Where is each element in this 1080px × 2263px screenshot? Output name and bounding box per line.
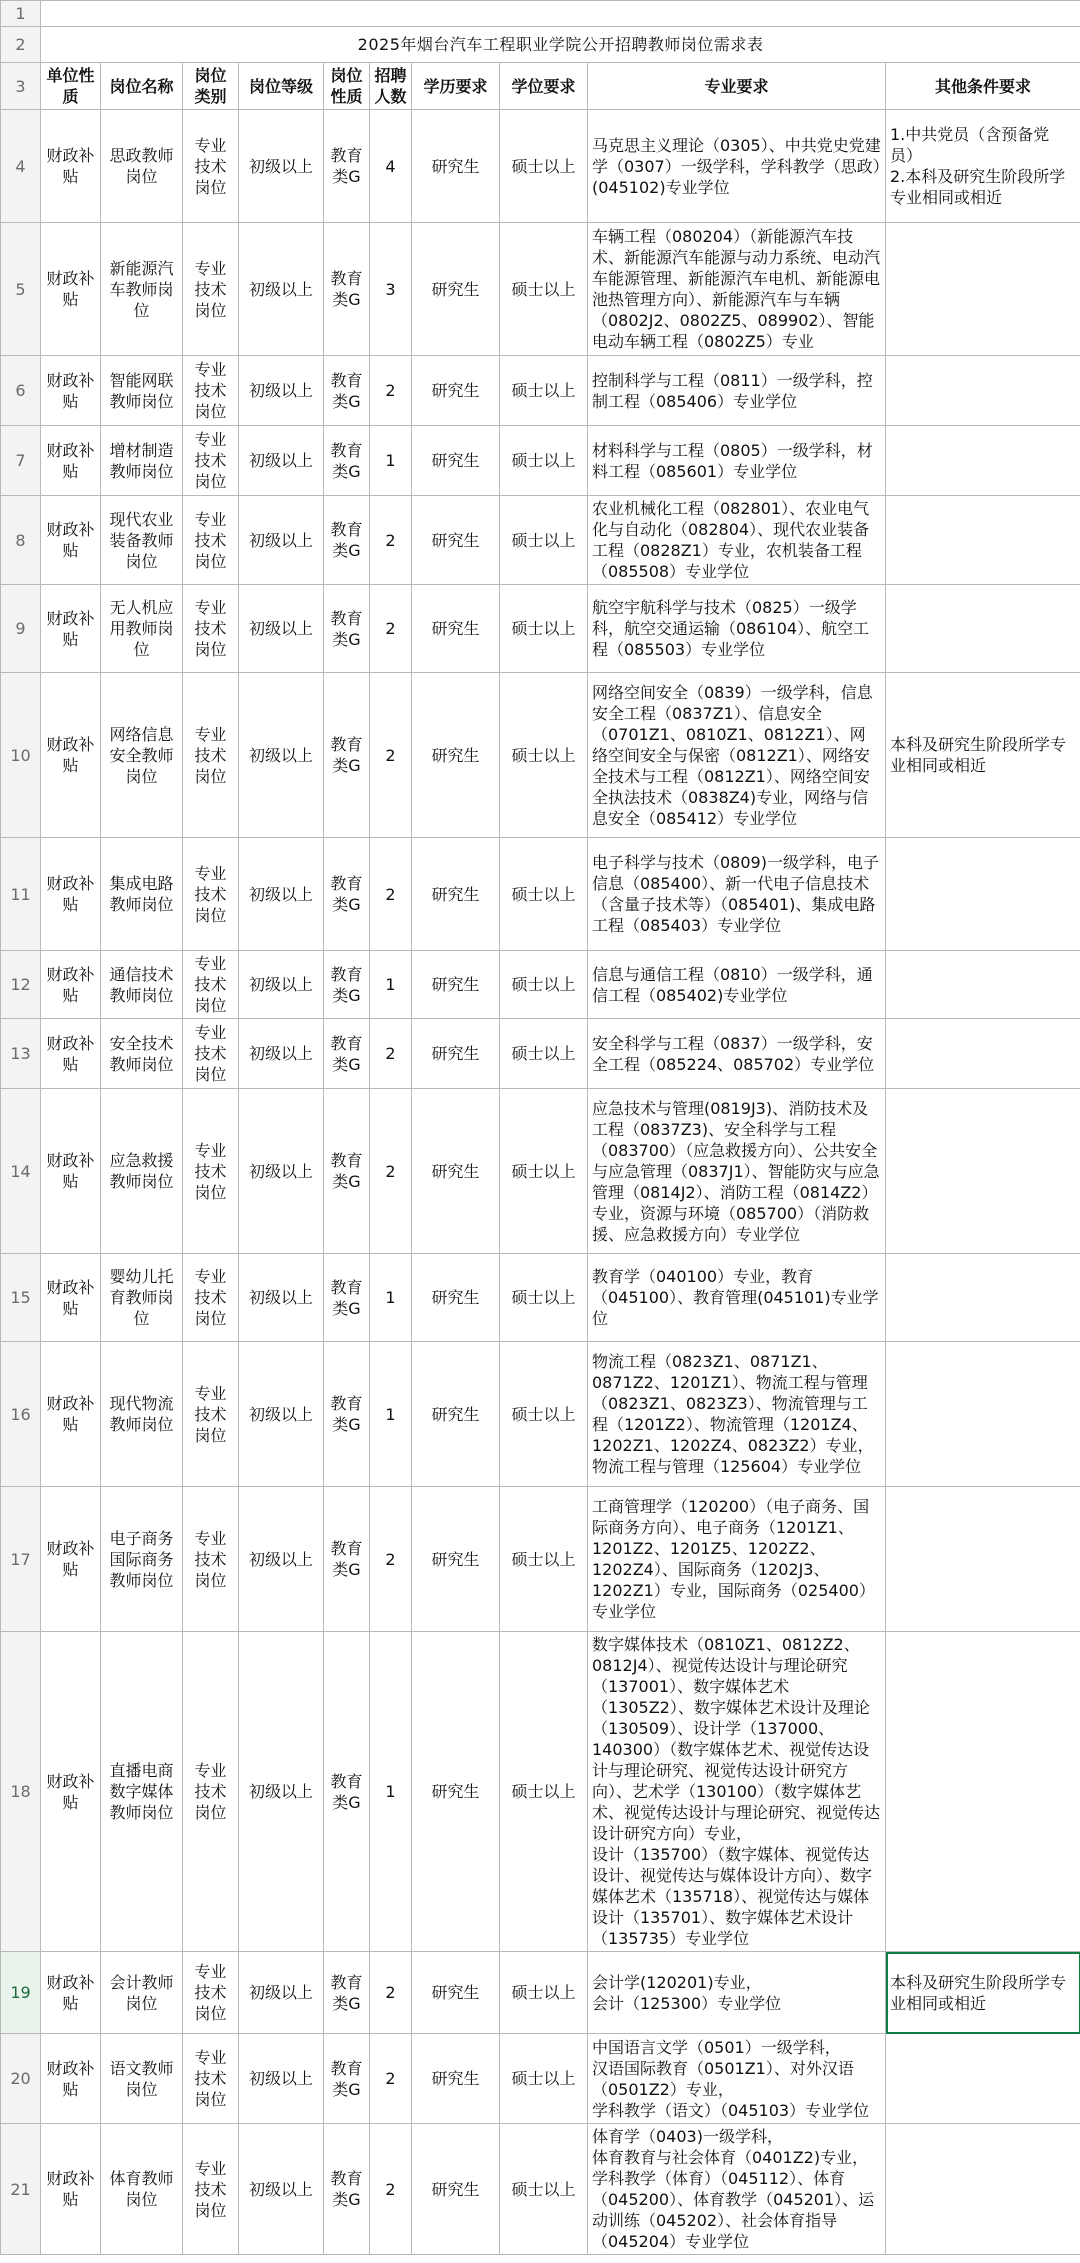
education-cell[interactable]: 研究生 bbox=[412, 223, 500, 356]
post-name-cell[interactable]: 通信技术教师岗位 bbox=[101, 951, 183, 1019]
row-number[interactable]: 20 bbox=[1, 2034, 41, 2124]
post-name-cell[interactable]: 语文教师岗位 bbox=[101, 2034, 183, 2124]
education-cell[interactable]: 研究生 bbox=[412, 1089, 500, 1254]
count-cell[interactable]: 1 bbox=[370, 426, 412, 496]
major-cell[interactable]: 材料科学与工程（0805）一级学科，材料工程（085601）专业学位 bbox=[588, 426, 886, 496]
count-cell[interactable]: 2 bbox=[370, 496, 412, 585]
nature-cell[interactable]: 教育类G bbox=[324, 223, 370, 356]
nature-cell[interactable]: 教育类G bbox=[324, 1487, 370, 1632]
other-cell[interactable] bbox=[886, 585, 1080, 673]
row-number[interactable]: 4 bbox=[1, 110, 41, 223]
row-number[interactable]: 17 bbox=[1, 1487, 41, 1632]
row-number[interactable]: 2 bbox=[1, 27, 41, 63]
nature-cell[interactable]: 教育类G bbox=[324, 1342, 370, 1487]
header-other[interactable]: 其他条件要求 bbox=[886, 63, 1080, 110]
other-cell[interactable]: 1.中共党员（含预备党员） 2.本科及研究生阶段所学专业相同或相近 bbox=[886, 110, 1080, 223]
header-unit[interactable]: 单位性质 bbox=[41, 63, 101, 110]
table-row bbox=[1, 673, 1080, 838]
post-name-cell[interactable]: 会计教师岗位 bbox=[101, 1952, 183, 2034]
education-cell[interactable]: 研究生 bbox=[412, 110, 500, 223]
nature-cell[interactable]: 教育类G bbox=[324, 496, 370, 585]
header-count[interactable]: 招聘人数 bbox=[370, 63, 412, 110]
header-post[interactable]: 岗位名称 bbox=[101, 63, 183, 110]
degree-cell[interactable]: 硕士以上 bbox=[500, 496, 588, 585]
post-name-cell[interactable]: 网络信息安全教师岗位 bbox=[101, 673, 183, 838]
major-cell[interactable]: 数字媒体技术（0810Z1、0812Z2、0812J4）、视觉传达设计与理论研究（137001）、数字媒体艺术（1305Z2）、数字媒体艺术设计及理论（130509）、设计学（137000、140300）（数字媒体艺术、视觉传达设计与理论研究、视觉传达设计研究方向）、艺术学（130100）（数字媒体艺术、视觉传达设计与理论研究、视觉传达设计研究方向）专业， 设计（135700）（数字媒体、视觉传达设计、视觉传达与媒体设计方向）、数字媒体艺术（135718）、视觉传达与媒体设计（135701）、数字媒体艺术设计（135735）专业学位 bbox=[588, 1632, 886, 1952]
level-cell[interactable]: 初级以上 bbox=[239, 1487, 324, 1632]
other-cell[interactable]: 本科及研究生阶段所学专业相同或相近 bbox=[886, 1952, 1080, 2034]
table-row bbox=[1, 1019, 1080, 1089]
count-cell[interactable]: 2 bbox=[370, 2034, 412, 2124]
row-number[interactable]: 7 bbox=[1, 426, 41, 496]
unit-cell[interactable]: 财政补贴 bbox=[41, 1254, 101, 1342]
row-number[interactable]: 8 bbox=[1, 496, 41, 585]
row-number[interactable]: 1 bbox=[1, 1, 41, 27]
nature-cell[interactable]: 教育类G bbox=[324, 585, 370, 673]
row-number[interactable]: 16 bbox=[1, 1342, 41, 1487]
table-row bbox=[1, 1952, 1080, 2034]
unit-cell[interactable]: 财政补贴 bbox=[41, 426, 101, 496]
category-cell[interactable]: 专业技术岗位 bbox=[183, 1487, 239, 1632]
unit-cell[interactable]: 财政补贴 bbox=[41, 585, 101, 673]
other-cell[interactable] bbox=[886, 1342, 1080, 1487]
table-row bbox=[1, 1254, 1080, 1342]
major-cell[interactable]: 控制科学与工程（0811）一级学科，控制工程（085406）专业学位 bbox=[588, 356, 886, 426]
unit-cell[interactable]: 财政补贴 bbox=[41, 1089, 101, 1254]
row-number[interactable]: 14 bbox=[1, 1089, 41, 1254]
other-cell[interactable] bbox=[886, 223, 1080, 356]
level-cell[interactable]: 初级以上 bbox=[239, 1254, 324, 1342]
unit-cell[interactable]: 财政补贴 bbox=[41, 951, 101, 1019]
row-number[interactable]: 19 bbox=[1, 1952, 41, 2034]
education-cell[interactable]: 研究生 bbox=[412, 2034, 500, 2124]
education-cell[interactable]: 研究生 bbox=[412, 1952, 500, 2034]
level-cell[interactable]: 初级以上 bbox=[239, 1632, 324, 1952]
level-cell[interactable]: 初级以上 bbox=[239, 1019, 324, 1089]
unit-cell[interactable]: 财政补贴 bbox=[41, 110, 101, 223]
degree-cell[interactable]: 硕士以上 bbox=[500, 673, 588, 838]
count-cell[interactable]: 1 bbox=[370, 1254, 412, 1342]
other-cell[interactable] bbox=[886, 1019, 1080, 1089]
post-name-cell[interactable]: 无人机应用教师岗位 bbox=[101, 585, 183, 673]
other-cell[interactable] bbox=[886, 356, 1080, 426]
category-cell[interactable]: 专业技术岗位 bbox=[183, 2034, 239, 2124]
post-name-cell[interactable]: 现代物流教师岗位 bbox=[101, 1342, 183, 1487]
unit-cell[interactable]: 财政补贴 bbox=[41, 223, 101, 356]
category-cell[interactable]: 专业技术岗位 bbox=[183, 1254, 239, 1342]
table-row bbox=[1, 585, 1080, 673]
table-row bbox=[1, 838, 1080, 951]
count-cell[interactable]: 2 bbox=[370, 673, 412, 838]
row-number[interactable]: 10 bbox=[1, 673, 41, 838]
header-nature[interactable]: 岗位性质 bbox=[324, 63, 370, 110]
post-name-cell[interactable]: 体育教师岗位 bbox=[101, 2124, 183, 2255]
degree-cell[interactable]: 硕士以上 bbox=[500, 1632, 588, 1952]
degree-cell[interactable]: 硕士以上 bbox=[500, 110, 588, 223]
education-cell[interactable]: 研究生 bbox=[412, 951, 500, 1019]
other-cell[interactable] bbox=[886, 2034, 1080, 2124]
category-cell[interactable]: 专业技术岗位 bbox=[183, 1632, 239, 1952]
header-row bbox=[1, 63, 1080, 110]
category-cell[interactable]: 专业技术岗位 bbox=[183, 1089, 239, 1254]
nature-cell[interactable]: 教育类G bbox=[324, 838, 370, 951]
education-cell[interactable]: 研究生 bbox=[412, 1632, 500, 1952]
degree-cell[interactable]: 硕士以上 bbox=[500, 1089, 588, 1254]
nature-cell[interactable]: 教育类G bbox=[324, 1019, 370, 1089]
table-row bbox=[1, 2124, 1080, 2255]
count-cell[interactable]: 2 bbox=[370, 838, 412, 951]
table-row bbox=[1, 951, 1080, 1019]
post-name-cell[interactable]: 安全技术教师岗位 bbox=[101, 1019, 183, 1089]
row-number[interactable]: 11 bbox=[1, 838, 41, 951]
category-cell[interactable]: 专业技术岗位 bbox=[183, 585, 239, 673]
nature-cell[interactable]: 教育类G bbox=[324, 1089, 370, 1254]
level-cell[interactable]: 初级以上 bbox=[239, 1089, 324, 1254]
header-level[interactable]: 岗位等级 bbox=[239, 63, 324, 110]
nature-cell[interactable]: 教育类G bbox=[324, 1952, 370, 2034]
count-cell[interactable]: 1 bbox=[370, 951, 412, 1019]
level-cell[interactable]: 初级以上 bbox=[239, 1952, 324, 2034]
post-name-cell[interactable]: 集成电路教师岗位 bbox=[101, 838, 183, 951]
level-cell[interactable]: 初级以上 bbox=[239, 356, 324, 426]
table-row bbox=[1, 426, 1080, 496]
category-cell[interactable]: 专业技术岗位 bbox=[183, 673, 239, 838]
other-cell[interactable] bbox=[886, 1487, 1080, 1632]
nature-cell[interactable]: 教育类G bbox=[324, 2034, 370, 2124]
nature-cell[interactable]: 教育类G bbox=[324, 1632, 370, 1952]
post-name-cell[interactable]: 现代农业装备教师岗位 bbox=[101, 496, 183, 585]
other-cell[interactable] bbox=[886, 1089, 1080, 1254]
category-cell[interactable]: 专业技术岗位 bbox=[183, 496, 239, 585]
other-cell[interactable] bbox=[886, 1254, 1080, 1342]
unit-cell[interactable]: 财政补贴 bbox=[41, 496, 101, 585]
unit-cell[interactable]: 财政补贴 bbox=[41, 2124, 101, 2255]
major-cell[interactable]: 农业机械化工程（082801）、农业电气化与自动化（082804）、现代农业装备工程（0828Z1）专业，农机装备工程（085508）专业学位 bbox=[588, 496, 886, 585]
other-cell[interactable] bbox=[886, 426, 1080, 496]
level-cell[interactable]: 初级以上 bbox=[239, 838, 324, 951]
level-cell[interactable]: 初级以上 bbox=[239, 426, 324, 496]
category-cell[interactable]: 专业技术岗位 bbox=[183, 2124, 239, 2255]
table-row bbox=[1, 496, 1080, 585]
education-cell[interactable]: 研究生 bbox=[412, 1342, 500, 1487]
level-cell[interactable]: 初级以上 bbox=[239, 2034, 324, 2124]
major-cell[interactable]: 应急技术与管理(0819J3)、消防技术及工程（0837Z3)、安全科学与工程（083700）（应急救援方向）、公共安全与应急管理（0837J1）、智能防灾与应急管理（0814J2）、消防工程（0814Z2）专业，资源与环境（085700）（消防救援、应急救援方向）专业学位 bbox=[588, 1089, 886, 1254]
major-cell[interactable]: 车辆工程（080204）（新能源汽车技术、新能源汽车能源与动力系统、电动汽车能源管理、新能源汽车电机、新能源电池热管理方向）、新能源汽车与车辆（0802J2、0802Z5、089902）、智能电动车辆工程（0802Z5）专业 bbox=[588, 223, 886, 356]
category-cell[interactable]: 专业技术岗位 bbox=[183, 223, 239, 356]
major-cell[interactable]: 马克思主义理论（0305）、中共党史党建学（0307）一级学科，学科教学（思政）(045102)专业学位 bbox=[588, 110, 886, 223]
row-number[interactable]: 3 bbox=[1, 63, 41, 110]
table-row bbox=[1, 223, 1080, 356]
category-cell[interactable]: 专业技术岗位 bbox=[183, 110, 239, 223]
level-cell[interactable]: 初级以上 bbox=[239, 951, 324, 1019]
count-cell[interactable]: 2 bbox=[370, 1089, 412, 1254]
major-cell[interactable]: 网络空间安全（0839）一级学科，信息安全工程（0837Z1）、信息安全（0701Z1、0810Z1、0812Z1）、网络空间安全与保密（0812Z1）、网络安全技术与工程（0812Z1）、网络空间安全执法技术（0838Z4)专业，网络与信息安全（085412）专业学位 bbox=[588, 673, 886, 838]
table-row bbox=[1, 1487, 1080, 1632]
degree-cell[interactable]: 硕士以上 bbox=[500, 356, 588, 426]
category-cell[interactable]: 专业技术岗位 bbox=[183, 838, 239, 951]
post-name-cell[interactable]: 思政教师岗位 bbox=[101, 110, 183, 223]
count-cell[interactable]: 2 bbox=[370, 1487, 412, 1632]
major-cell[interactable]: 工商管理学（120200）（电子商务、国际商务方向）、电子商务（1201Z1、1201Z2、1201Z5、1202Z2、1202Z4）、国际商务（1202J3、1202Z1）专业，国际商务（025400）专业学位 bbox=[588, 1487, 886, 1632]
row-number[interactable]: 21 bbox=[1, 2124, 41, 2255]
unit-cell[interactable]: 财政补贴 bbox=[41, 356, 101, 426]
major-cell[interactable]: 会计学(120201)专业， 会计（125300）专业学位 bbox=[588, 1952, 886, 2034]
other-cell[interactable] bbox=[886, 496, 1080, 585]
other-cell[interactable] bbox=[886, 838, 1080, 951]
education-cell[interactable]: 研究生 bbox=[412, 1254, 500, 1342]
major-cell[interactable]: 航空宇航科学与技术（0825）一级学科，航空交通运输（086104）、航空工程（085503）专业学位 bbox=[588, 585, 886, 673]
education-cell[interactable]: 研究生 bbox=[412, 426, 500, 496]
post-name-cell[interactable]: 直播电商数字媒体教师岗位 bbox=[101, 1632, 183, 1952]
degree-cell[interactable]: 硕士以上 bbox=[500, 1342, 588, 1487]
count-cell[interactable]: 4 bbox=[370, 110, 412, 223]
unit-cell[interactable]: 财政补贴 bbox=[41, 1019, 101, 1089]
education-cell[interactable]: 研究生 bbox=[412, 838, 500, 951]
level-cell[interactable]: 初级以上 bbox=[239, 223, 324, 356]
other-cell[interactable]: 本科及研究生阶段所学专业相同或相近 bbox=[886, 673, 1080, 838]
major-cell[interactable]: 安全科学与工程（0837）一级学科，安全工程（085224、085702）专业学位 bbox=[588, 1019, 886, 1089]
category-cell[interactable]: 专业技术岗位 bbox=[183, 356, 239, 426]
level-cell[interactable]: 初级以上 bbox=[239, 673, 324, 838]
nature-cell[interactable]: 教育类G bbox=[324, 110, 370, 223]
table-row bbox=[1, 356, 1080, 426]
post-name-cell[interactable]: 婴幼儿托育教师岗位 bbox=[101, 1254, 183, 1342]
header-education[interactable]: 学历要求 bbox=[412, 63, 500, 110]
category-cell[interactable]: 专业技术岗位 bbox=[183, 1342, 239, 1487]
unit-cell[interactable]: 财政补贴 bbox=[41, 1342, 101, 1487]
other-cell[interactable] bbox=[886, 1632, 1080, 1952]
post-name-cell[interactable]: 应急救援教师岗位 bbox=[101, 1089, 183, 1254]
education-cell[interactable]: 研究生 bbox=[412, 2124, 500, 2255]
page-title[interactable]: 2025年烟台汽车工程职业学院公开招聘教师岗位需求表 bbox=[41, 27, 1080, 63]
unit-cell[interactable]: 财政补贴 bbox=[41, 1952, 101, 2034]
level-cell[interactable]: 初级以上 bbox=[239, 585, 324, 673]
degree-cell[interactable]: 硕士以上 bbox=[500, 223, 588, 356]
category-cell[interactable]: 专业技术岗位 bbox=[183, 426, 239, 496]
row-number[interactable]: 13 bbox=[1, 1019, 41, 1089]
count-cell[interactable]: 1 bbox=[370, 1632, 412, 1952]
post-name-cell[interactable]: 增材制造教师岗位 bbox=[101, 426, 183, 496]
other-cell[interactable] bbox=[886, 2124, 1080, 2255]
count-cell[interactable]: 2 bbox=[370, 1019, 412, 1089]
level-cell[interactable]: 初级以上 bbox=[239, 2124, 324, 2255]
row-number[interactable]: 9 bbox=[1, 585, 41, 673]
degree-cell[interactable]: 硕士以上 bbox=[500, 1254, 588, 1342]
degree-cell[interactable]: 硕士以上 bbox=[500, 1952, 588, 2034]
nature-cell[interactable]: 教育类G bbox=[324, 2124, 370, 2255]
education-cell[interactable]: 研究生 bbox=[412, 585, 500, 673]
education-cell[interactable]: 研究生 bbox=[412, 1019, 500, 1089]
nature-cell[interactable]: 教育类G bbox=[324, 951, 370, 1019]
count-cell[interactable]: 3 bbox=[370, 223, 412, 356]
count-cell[interactable]: 2 bbox=[370, 585, 412, 673]
major-cell[interactable]: 中国语言文学（0501）一级学科， 汉语国际教育（0501Z1）、对外汉语（0501Z2）专业， 学科教学（语文）（045103）专业学位 bbox=[588, 2034, 886, 2124]
row-number[interactable]: 18 bbox=[1, 1632, 41, 1952]
table-row bbox=[1, 1089, 1080, 1254]
header-degree[interactable]: 学位要求 bbox=[500, 63, 588, 110]
row-number[interactable]: 15 bbox=[1, 1254, 41, 1342]
major-cell[interactable]: 电子科学与技术（0809)一级学科，电子信息（085400）、新一代电子信息技术（含量子技术等）（085401)、集成电路工程（085403）专业学位 bbox=[588, 838, 886, 951]
degree-cell[interactable]: 硕士以上 bbox=[500, 838, 588, 951]
degree-cell[interactable]: 硕士以上 bbox=[500, 426, 588, 496]
nature-cell[interactable]: 教育类G bbox=[324, 1254, 370, 1342]
education-cell[interactable]: 研究生 bbox=[412, 496, 500, 585]
major-cell[interactable]: 教育学（040100）专业，教育（045100）、教育管理(045101)专业学位 bbox=[588, 1254, 886, 1342]
header-category[interactable]: 岗位类别 bbox=[183, 63, 239, 110]
unit-cell[interactable]: 财政补贴 bbox=[41, 2034, 101, 2124]
education-cell[interactable]: 研究生 bbox=[412, 1487, 500, 1632]
degree-cell[interactable]: 硕士以上 bbox=[500, 1487, 588, 1632]
sheet-row-1 bbox=[1, 1, 1080, 27]
sheet-row-2 bbox=[1, 27, 1080, 63]
degree-cell[interactable]: 硕士以上 bbox=[500, 2124, 588, 2255]
row-number[interactable]: 5 bbox=[1, 223, 41, 356]
nature-cell[interactable]: 教育类G bbox=[324, 426, 370, 496]
education-cell[interactable]: 研究生 bbox=[412, 356, 500, 426]
nature-cell[interactable]: 教育类G bbox=[324, 356, 370, 426]
level-cell[interactable]: 初级以上 bbox=[239, 496, 324, 585]
header-major[interactable]: 专业要求 bbox=[588, 63, 886, 110]
post-name-cell[interactable]: 智能网联教师岗位 bbox=[101, 356, 183, 426]
level-cell[interactable]: 初级以上 bbox=[239, 1342, 324, 1487]
major-cell[interactable]: 信息与通信工程（0810）一级学科，通信工程（085402)专业学位 bbox=[588, 951, 886, 1019]
education-cell[interactable]: 研究生 bbox=[412, 673, 500, 838]
major-cell[interactable]: 物流工程（0823Z1、0871Z1、0871Z2、1201Z1）、物流工程与管理（0823Z1、0823Z3）、物流管理与工程（1201Z2）、物流管理（1201Z4、1202Z1、1202Z4、0823Z2）专业，物流工程与管理（125604）专业学位 bbox=[588, 1342, 886, 1487]
category-cell[interactable]: 专业技术岗位 bbox=[183, 1952, 239, 2034]
row-number[interactable]: 6 bbox=[1, 356, 41, 426]
category-cell[interactable]: 专业技术岗位 bbox=[183, 951, 239, 1019]
level-cell[interactable]: 初级以上 bbox=[239, 110, 324, 223]
post-name-cell[interactable]: 新能源汽车教师岗位 bbox=[101, 223, 183, 356]
degree-cell[interactable]: 硕士以上 bbox=[500, 951, 588, 1019]
unit-cell[interactable]: 财政补贴 bbox=[41, 1487, 101, 1632]
degree-cell[interactable]: 硕士以上 bbox=[500, 585, 588, 673]
count-cell[interactable]: 2 bbox=[370, 2124, 412, 2255]
unit-cell[interactable]: 财政补贴 bbox=[41, 838, 101, 951]
row-number[interactable]: 12 bbox=[1, 951, 41, 1019]
degree-cell[interactable]: 硕士以上 bbox=[500, 1019, 588, 1089]
count-cell[interactable]: 2 bbox=[370, 1952, 412, 2034]
table-row bbox=[1, 1632, 1080, 1952]
unit-cell[interactable]: 财政补贴 bbox=[41, 673, 101, 838]
table-row bbox=[1, 1342, 1080, 1487]
major-cell[interactable]: 体育学（0403)一级学科， 体育教育与社会体育（0401Z2)专业， 学科教学（体育）（045112）、体育（045200）、体育教学（045201）、运动训练（045202）、社会体育指导（045204）专业学位 bbox=[588, 2124, 886, 2255]
unit-cell[interactable]: 财政补贴 bbox=[41, 1632, 101, 1952]
other-cell[interactable] bbox=[886, 951, 1080, 1019]
category-cell[interactable]: 专业技术岗位 bbox=[183, 1019, 239, 1089]
post-name-cell[interactable]: 电子商务国际商务教师岗位 bbox=[101, 1487, 183, 1632]
count-cell[interactable]: 2 bbox=[370, 356, 412, 426]
table-row bbox=[1, 110, 1080, 223]
degree-cell[interactable]: 硕士以上 bbox=[500, 2034, 588, 2124]
nature-cell[interactable]: 教育类G bbox=[324, 673, 370, 838]
table-row bbox=[1, 2034, 1080, 2124]
count-cell[interactable]: 1 bbox=[370, 1342, 412, 1487]
